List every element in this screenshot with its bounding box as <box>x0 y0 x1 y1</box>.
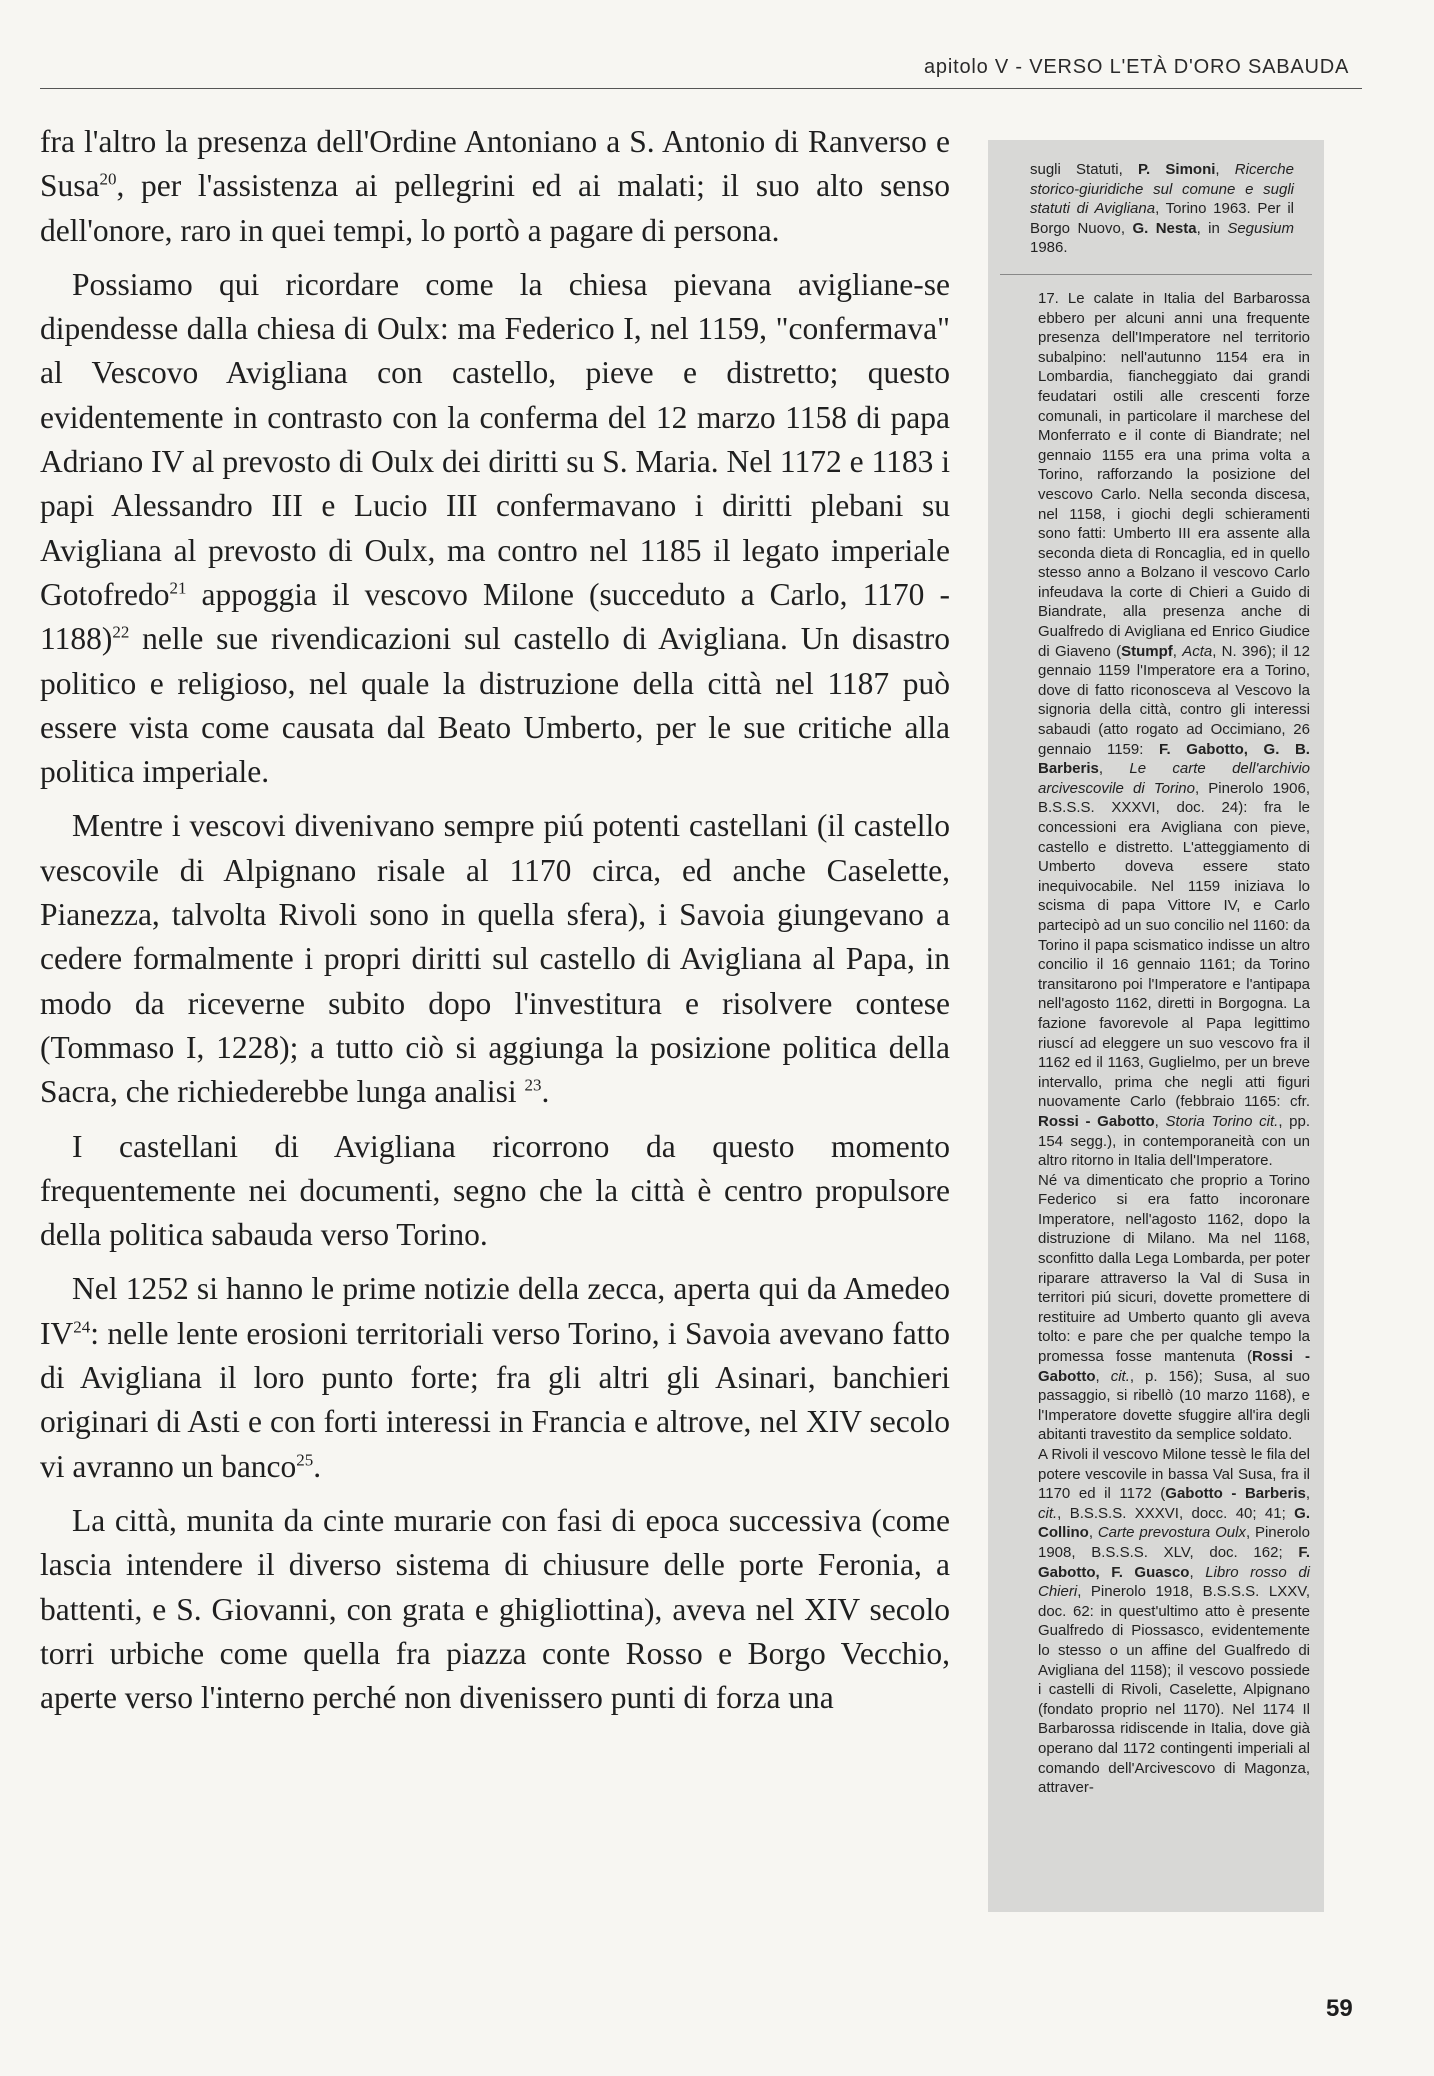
footnote-ref-23: 23 <box>524 1075 542 1095</box>
note-author: G. Nesta <box>1132 219 1197 237</box>
note-title: Segusium <box>1227 219 1295 237</box>
note-span: , Torino 1963. Per il Borgo Nuovo, <box>1030 200 1294 237</box>
note-span: , <box>1172 642 1183 660</box>
note-text <box>1030 160 1294 258</box>
note-author: F. Gabotto, G. B. Barberis <box>1038 740 1310 778</box>
note-span: , <box>1215 161 1235 178</box>
note-title: cit. <box>1038 1504 1058 1522</box>
note-author: F. Gabotto, F. Guasco <box>1038 1543 1310 1581</box>
paragraph-text: . <box>313 1448 322 1484</box>
note-span: , <box>1088 1524 1098 1542</box>
note-title: Carte prevostura Oulx <box>1097 1524 1246 1542</box>
note-title: Libro rosso di Chieri <box>1038 1563 1311 1601</box>
note-span: , <box>1305 1485 1311 1503</box>
note-span: , in <box>1196 219 1228 237</box>
note-span: , <box>1154 1112 1166 1130</box>
main-text-column <box>40 120 950 1720</box>
paragraph-2 <box>40 263 950 795</box>
header-rule <box>40 88 1362 89</box>
running-head: apitolo V - VERSO L'ETÀ D'ORO SABAUDA <box>924 56 1350 78</box>
note-17 <box>988 275 1324 1808</box>
paragraph-text: Nel 1252 si hanno le prime notizie della zecca, aperta qui da Amedeo IV <box>40 1271 950 1351</box>
paragraph-text: appoggia il vescovo Milone (succeduto a Carlo, 1170 - 1188) <box>40 576 950 657</box>
page-number: 59 <box>1326 1995 1353 2022</box>
note-16-continuation <box>988 140 1324 268</box>
note-author: Rossi - Gabotto <box>1038 1348 1310 1385</box>
note-author: Stumpf <box>1121 642 1173 660</box>
notes-sidebar <box>988 140 1324 1912</box>
note-span: , <box>1098 760 1130 778</box>
note-span: , B.S.S.S. XXXVI, docc. 40; 41; <box>1057 1504 1295 1522</box>
note-span: , pp. 154 segg.), in contemporaneità con un altro ritorno in Italia dell'Imperatore. <box>1038 1112 1311 1170</box>
paragraph-text: Possiamo qui ricordare come la chiesa pievana avigliane-se dipendesse dalla chiesa di Oulx: ma Federico I, nel 1159, "confermava" al Vescovo Avigliana con castello, pieve e distretto; questo evidentemente in contrasto con la conferma del 12 marzo 1158 di papa Adriano IV al prevosto di Oulx dei diritti su S. Maria. Nel 1172 e 1183 i papi Alessandro III e Lucio III confermavano i diritti plebani su Avigliana al prevosto di Oulx, ma contro nel 1185 il legato imperiale Gotofredo <box>40 266 950 612</box>
paragraph-text: I castellani di Avigliana ricorrono da questo momento frequentemente nei documenti, segno che la città è centro propulsore della politica sabauda verso Torino. <box>40 1128 950 1253</box>
note-author: Gabotto - Barberis <box>1165 1485 1306 1503</box>
note-span: sugli Statuti, <box>1030 161 1138 178</box>
footnote-ref-21: 21 <box>169 578 187 598</box>
note-paragraph <box>1038 289 1310 1171</box>
note-title: cit. <box>1110 1367 1130 1385</box>
paragraph-5 <box>40 1267 950 1488</box>
note-span: , Pinerolo 1918, B.S.S.S. LXXV, doc. 62: in quest'ultimo atto è presente Gualfredo di Piossasco, evidentemente lo stesso o un affine del Gualfredo di Avigliana del 1158); il vescovo possiede i castelli di Rivoli, Caselette, Alpignano (fondato proprio nel 1170). Nel 1174 Il Barbarossa ridiscende in Italia, dove già operano dal 1172 contingenti imperiali al comando dell'Arcivescovo di Magonza, attraver- <box>1038 1583 1310 1797</box>
paragraph-text: : nelle lente erosioni territoriali verso Torino, i Savoia avevano fatto di Avigliana il loro punto forte; fra gli altri gli Asinari, banchieri originari di Asti e con forti interessi in Francia e altrove, nel XIV secolo vi avranno un banco <box>40 1315 950 1484</box>
note-author: P. Simoni <box>1137 161 1216 178</box>
paragraph-text: Mentre i vescovi divenivano sempre piú potenti castellani (il castello vescovile di Alpignano risale al 1170 circa, ed anche Caselette, Pianezza, talvolta Rivoli sono in quella sfera), i Savoia giungevano a cedere formalmente i propri diritti sul castello di Avigliana al Papa, in modo da riceverne subito dopo l'investitura e risolvere contese (Tommaso I, 1228); a tutto ciò si aggiunga la posizione politica della Sacra, che richiederebbe lunga analisi <box>40 808 950 1110</box>
notes-content <box>988 140 1324 1912</box>
note-title: Acta <box>1182 642 1213 660</box>
note-span: , <box>1095 1367 1111 1385</box>
paragraph-4 <box>40 1125 950 1258</box>
note-span: A Rivoli il vescovo Milone tessè le fila del potere vescovile in bassa Val Susa, fra il 1170 ed il 1172 ( <box>1038 1446 1310 1503</box>
note-title: Le carte dell'archivio arcivescovile di Torino <box>1038 760 1310 797</box>
footnote-ref-20: 20 <box>99 169 117 189</box>
note-span: 17. Le calate in Italia del Barbarossa ebbero per alcuni anni una frequente presenza dell'Imperatore nel territorio subalpino: nell'autunno 1154 era in Lombardia, fiancheggiato dai grandi feudatari ostili alle crescenti forze comunali, in particolare il marchese del Monferrato e il conte di Biandrate; nel gennaio 1155 era una prima volta a Torino, rafforzando la posizione del vescovo Carlo. Nella seconda discesa, nel 1158, i giochi degli schieramenti sono fatti: Umberto III era assente alla seconda dieta di Roncaglia, ed in quello stesso anno a Bolzano il vescovo Carlo infeudava la corte di Chieri a Guido di Biandrate, alla presenza anche di Gualfredo di Avigliana ed Enrico Giudice di Giaveno ( <box>1038 289 1310 660</box>
note-author: Rossi - Gabotto <box>1038 1112 1155 1130</box>
paragraph-6 <box>40 1499 950 1720</box>
footnote-ref-24: 24 <box>73 1317 91 1337</box>
note-span: , Pinerolo 1906, B.S.S.S. XXXVI, doc. 24): fra le concessioni era Avigliana con pieve, castello e distretto. L'atteggiamento di Umberto doveva essere stato inequivocabile. Nel 1159 iniziava lo scisma di papa Vittore IV, e Carlo partecipò ad un suo concilio nel 1160: da Torino il papa scismatico indisse un altro concilio il 16 gennaio 1161; da Torino transitarono poi l'Imperatore e l'antipapa nell'agosto 1162, diretti in Borgogna. La fazione favorevole al Papa legittimo riuscí ad eleggere un suo vescovo fra il 1162 ed il 1163, Guglielmo, per un breve intervallo, prima che negli atti figuri nuovamente Carlo (febbraio 1165: cfr. <box>1038 779 1310 1111</box>
note-paragraph <box>1038 1171 1310 1445</box>
note-span: 1986. <box>1030 239 1068 257</box>
paragraph-text: fra l'altro la presenza dell'Ordine Antoniano a S. Antonio di Ranverso e Susa <box>40 124 950 204</box>
note-title: Storia Torino cit. <box>1165 1112 1279 1130</box>
paragraph-text: . <box>541 1074 550 1110</box>
footnote-ref-22: 22 <box>112 622 130 642</box>
paragraph-text: , per l'assistenza ai pellegrini ed ai malati; il suo alto senso dell'onore, raro in quei tempi, lo portò a pagare di persona. <box>40 168 950 248</box>
note-span: , <box>1189 1563 1206 1581</box>
paragraph-3 <box>40 804 950 1114</box>
footnote-ref-25: 25 <box>296 1450 314 1470</box>
note-span: Né va dimenticato che proprio a Torino Federico si era fatto incoronare Imperatore, nell'agosto 1162, dopo la distruzione di Milano. Ma nel 1168, sconfitto dalla Lega Lombarda, per poter ripararе attraverso la Val di Susa in territori piú sicuri, dovette promettere di restituire ad Umberto quanto gli aveva tolto: e pare che per qualche tempo la promessa fosse mantenuta ( <box>1038 1171 1310 1366</box>
note-title: Ricerche storico-giuridiche sul comune e sugli statuti di Avigliana <box>1030 161 1294 218</box>
note-span: , p. 156); Susa, al suo passaggio, si ribellò (10 marzo 1168), e l'Imperatore dovette sfuggire all'ira degli abitanti travestito da semplice soldato. <box>1038 1367 1310 1444</box>
note-span: , N. 396); il 12 gennaio 1159 l'Imperatore era a Torino, dove di fatto riconosceva al Vescovo la signoria della città, contro gli interessi sabaudi (atto rogato ad Occimiano, 26 gennaio 1159: <box>1038 642 1310 758</box>
note-author: G. Collino <box>1038 1504 1310 1542</box>
paragraph-1 <box>40 120 950 253</box>
note-span: , Pinerolo 1908, B.S.S.S. XLV, doc. 162; <box>1038 1524 1310 1561</box>
paragraph-text: La città, munita da cinte murarie con fasi di epoca successiva (come lascia intendere il diverso sistema di chiusure delle porte Feronia, a battenti, e S. Giovanni, con grata e ghigliottina), aveva nel XIV secolo torri urbiche come quella fra piazza conte Rosso e Borgo Vecchio, aperte verso l'interno perché non divenissero punti di forza una <box>40 1502 950 1716</box>
note-paragraph <box>1038 1445 1310 1798</box>
paragraph-text: nelle sue rivendicazioni sul castello di Avigliana. Un disastro politico e religioso, nel quale la distruzione della città nel 1187 può essere vista come causata dal Beato Umberto, per le sue critiche alla politica imperiale. <box>40 621 950 790</box>
